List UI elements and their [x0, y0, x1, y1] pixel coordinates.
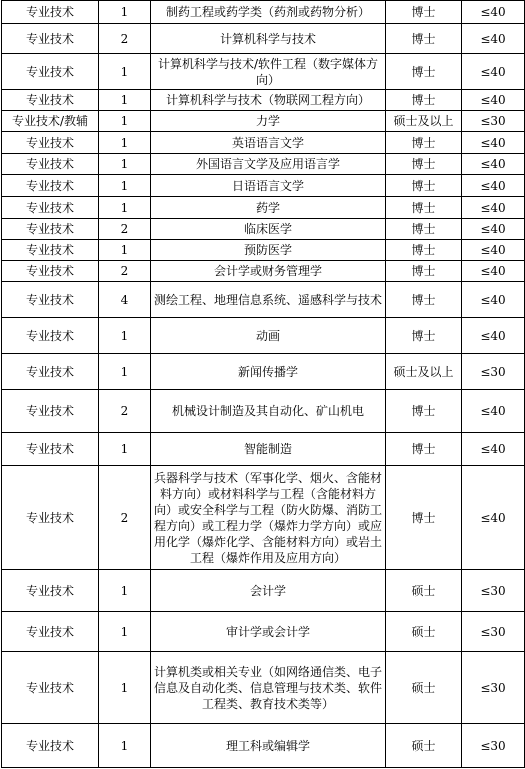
age-cell: ≤40 — [462, 90, 525, 111]
category-cell: 专业技术 — [2, 197, 99, 219]
count-cell: 2 — [99, 261, 151, 282]
major-cell: 药学 — [151, 197, 386, 219]
table-row — [2, 154, 525, 175]
count-cell: 1 — [99, 433, 151, 466]
count-cell: 4 — [99, 282, 151, 318]
category-cell: 专业技术 — [2, 24, 99, 54]
degree-cell: 博士 — [386, 466, 462, 570]
category-cell: 专业技术 — [2, 724, 99, 768]
major-cell: 计算机科学与技术（物联网工程方向） — [151, 90, 386, 111]
degree-cell: 博士 — [386, 433, 462, 466]
count-cell: 1 — [99, 652, 151, 724]
age-cell: ≤40 — [462, 1, 525, 24]
category-cell: 专业技术 — [2, 261, 99, 282]
age-cell: ≤40 — [462, 261, 525, 282]
major-cell: 理工科或编辑学 — [151, 724, 386, 768]
age-cell: ≤40 — [462, 433, 525, 466]
table-row — [2, 570, 525, 612]
positions-table-body — [2, 1, 525, 768]
count-cell: 1 — [99, 175, 151, 197]
major-cell: 计算机科学与技术/软件工程（数字媒体方向） — [151, 54, 386, 90]
count-cell: 1 — [99, 111, 151, 132]
major-cell: 会计学或财务管理学 — [151, 261, 386, 282]
table-row — [2, 197, 525, 219]
count-cell: 1 — [99, 1, 151, 24]
degree-cell: 博士 — [386, 154, 462, 175]
degree-cell: 硕士 — [386, 724, 462, 768]
category-cell: 专业技术 — [2, 570, 99, 612]
count-cell: 1 — [99, 318, 151, 354]
degree-cell: 博士 — [386, 282, 462, 318]
count-cell: 2 — [99, 466, 151, 570]
count-cell: 1 — [99, 570, 151, 612]
category-cell: 专业技术 — [2, 652, 99, 724]
table-row — [2, 612, 525, 652]
count-cell: 1 — [99, 154, 151, 175]
degree-cell: 博士 — [386, 261, 462, 282]
age-cell: ≤40 — [462, 175, 525, 197]
major-cell: 预防医学 — [151, 240, 386, 261]
degree-cell: 博士 — [386, 390, 462, 433]
category-cell: 专业技术 — [2, 1, 99, 24]
age-cell: ≤30 — [462, 570, 525, 612]
table-row — [2, 54, 525, 90]
table-row — [2, 652, 525, 724]
category-cell: 专业技术 — [2, 354, 99, 390]
category-cell: 专业技术 — [2, 282, 99, 318]
age-cell: ≤40 — [462, 390, 525, 433]
age-cell: ≤30 — [462, 354, 525, 390]
major-cell: 兵器科学与技术（军事化学、烟火、含能材料方向）或材料科学与工程（含能材料方向）或安全科学与工程（防火防爆、消防工程方向）或工程力学（爆炸力学方向）或应用化学（爆炸化学、含能材料方向）或岩土工程（爆炸作用及应用方向） — [151, 466, 386, 570]
table-row — [2, 466, 525, 570]
degree-cell: 硕士 — [386, 652, 462, 724]
table-row — [2, 240, 525, 261]
table-row — [2, 175, 525, 197]
category-cell: 专业技术 — [2, 90, 99, 111]
degree-cell: 博士 — [386, 175, 462, 197]
age-cell: ≤40 — [462, 132, 525, 154]
count-cell: 1 — [99, 90, 151, 111]
table-row — [2, 318, 525, 354]
category-cell: 专业技术 — [2, 390, 99, 433]
table-row — [2, 354, 525, 390]
category-cell: 专业技术 — [2, 318, 99, 354]
count-cell: 2 — [99, 219, 151, 240]
major-cell: 临床医学 — [151, 219, 386, 240]
major-cell: 日语语言文学 — [151, 175, 386, 197]
age-cell: ≤30 — [462, 612, 525, 652]
major-cell: 动画 — [151, 318, 386, 354]
count-cell: 2 — [99, 390, 151, 433]
major-cell: 会计学 — [151, 570, 386, 612]
major-cell: 英语语言文学 — [151, 132, 386, 154]
table-row — [2, 261, 525, 282]
age-cell: ≤40 — [462, 318, 525, 354]
degree-cell: 博士 — [386, 219, 462, 240]
age-cell: ≤30 — [462, 111, 525, 132]
category-cell: 专业技术 — [2, 219, 99, 240]
degree-cell: 博士 — [386, 240, 462, 261]
major-cell: 新闻传播学 — [151, 354, 386, 390]
count-cell: 1 — [99, 197, 151, 219]
table-row — [2, 1, 525, 24]
table-row — [2, 282, 525, 318]
degree-cell: 博士 — [386, 318, 462, 354]
major-cell: 机械设计制造及其自动化、矿山机电 — [151, 390, 386, 433]
degree-cell: 硕士及以上 — [386, 111, 462, 132]
major-cell: 审计学或会计学 — [151, 612, 386, 652]
age-cell: ≤30 — [462, 724, 525, 768]
age-cell: ≤40 — [462, 197, 525, 219]
count-cell: 2 — [99, 24, 151, 54]
table-row — [2, 132, 525, 154]
table-row — [2, 90, 525, 111]
table-row — [2, 724, 525, 768]
age-cell: ≤40 — [462, 154, 525, 175]
age-cell: ≤30 — [462, 652, 525, 724]
count-cell: 1 — [99, 240, 151, 261]
count-cell: 1 — [99, 132, 151, 154]
degree-cell: 博士 — [386, 24, 462, 54]
category-cell: 专业技术 — [2, 154, 99, 175]
degree-cell: 博士 — [386, 90, 462, 111]
major-cell: 力学 — [151, 111, 386, 132]
category-cell: 专业技术 — [2, 54, 99, 90]
age-cell: ≤40 — [462, 54, 525, 90]
degree-cell: 硕士及以上 — [386, 354, 462, 390]
table-row — [2, 219, 525, 240]
age-cell: ≤40 — [462, 282, 525, 318]
table-row — [2, 390, 525, 433]
count-cell: 1 — [99, 724, 151, 768]
degree-cell: 博士 — [386, 132, 462, 154]
count-cell: 1 — [99, 612, 151, 652]
category-cell: 专业技术 — [2, 466, 99, 570]
age-cell: ≤40 — [462, 240, 525, 261]
category-cell: 专业技术/教辅 — [2, 111, 99, 132]
degree-cell: 博士 — [386, 197, 462, 219]
age-cell: ≤40 — [462, 24, 525, 54]
degree-cell: 博士 — [386, 1, 462, 24]
category-cell: 专业技术 — [2, 175, 99, 197]
major-cell: 智能制造 — [151, 433, 386, 466]
table-row — [2, 24, 525, 54]
age-cell: ≤40 — [462, 466, 525, 570]
category-cell: 专业技术 — [2, 433, 99, 466]
category-cell: 专业技术 — [2, 612, 99, 652]
degree-cell: 硕士 — [386, 612, 462, 652]
degree-cell: 硕士 — [386, 570, 462, 612]
category-cell: 专业技术 — [2, 240, 99, 261]
age-cell: ≤40 — [462, 219, 525, 240]
count-cell: 1 — [99, 354, 151, 390]
major-cell: 制药工程或药学类（药剂或药物分析） — [151, 1, 386, 24]
positions-table — [1, 0, 525, 768]
table-row — [2, 111, 525, 132]
major-cell: 计算机科学与技术 — [151, 24, 386, 54]
count-cell: 1 — [99, 54, 151, 90]
category-cell: 专业技术 — [2, 132, 99, 154]
degree-cell: 博士 — [386, 54, 462, 90]
major-cell: 计算机类或相关专业（如网络通信类、电子信息及自动化类、信息管理与技术类、软件工程类、教育技术类等） — [151, 652, 386, 724]
major-cell: 测绘工程、地理信息系统、遥感科学与技术 — [151, 282, 386, 318]
table-row — [2, 433, 525, 466]
major-cell: 外国语言文学及应用语言学 — [151, 154, 386, 175]
